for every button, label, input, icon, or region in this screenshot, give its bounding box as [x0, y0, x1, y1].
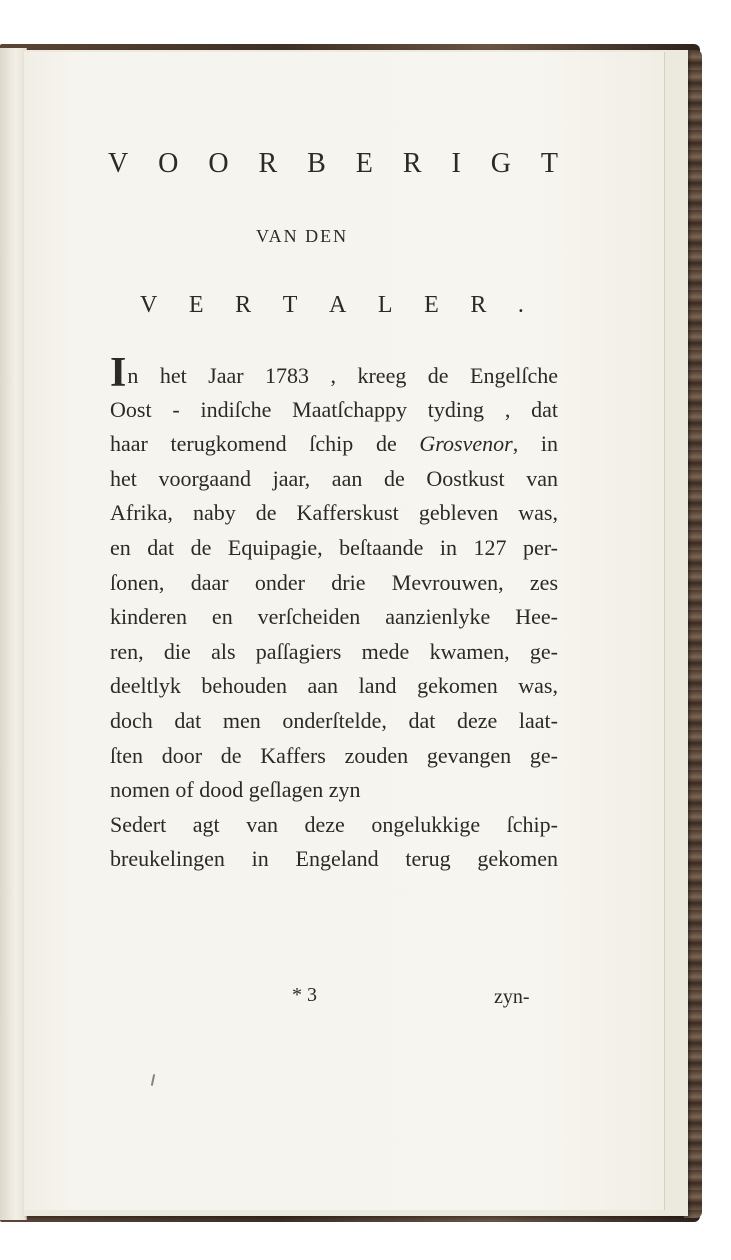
catchword: zyn- [494, 986, 530, 1008]
subtitle-letter: . [517, 292, 524, 318]
subtitle-letter: R [235, 292, 252, 318]
title-letter: R [258, 148, 278, 179]
text-line-3-part: , in [512, 431, 558, 457]
text-line-4: het voorgaand jaar, aan de Oostkust van [110, 465, 558, 491]
text-line-5: Afrika, naby de Kafferskust gebleven was, [110, 500, 558, 526]
title-letter: E [355, 148, 373, 179]
title-letter: G [490, 148, 511, 179]
text-line-9: ren, die als paſſagiers mede kwamen, ge- [110, 638, 558, 664]
text-line-1-content: n het Jaar 1783 , kreeg de Engelſche [127, 363, 558, 388]
subtitle-letter: E [424, 292, 439, 318]
subtitle-letter: T [282, 292, 298, 318]
text-line-1 [110, 350, 558, 396]
subtitle-letter: A [328, 292, 347, 318]
paper-speck [151, 1074, 155, 1086]
subtitle-letter: V [140, 292, 158, 318]
text-line-2: Oost - indiſche Maatſchappy tyding , dat [110, 396, 558, 422]
subtitle-letter: E [188, 292, 204, 318]
text-line-11: doch dat men onderſtelde, dat deze laat- [110, 707, 558, 733]
text-line-13: nomen of dood geſlagen zyn [110, 777, 361, 803]
heading-subtitle [140, 292, 524, 319]
text-line-12: ſten door de Kaffers zouden gevangen ge- [110, 742, 558, 768]
text-line-3-part: haar terugkomend ſchip de [110, 431, 420, 457]
text-line-8: kinderen en verſcheiden aanzienlyke Hee- [110, 604, 558, 630]
heading-title [108, 148, 558, 180]
title-letter: T [540, 148, 558, 179]
title-letter: R [402, 148, 422, 179]
title-letter: B [307, 148, 326, 179]
ship-name: Grosvenor [419, 431, 513, 457]
heading-connector: VAN DEN [256, 226, 349, 246]
drop-cap: I [110, 350, 127, 396]
text-line-3 [110, 427, 558, 462]
text-line-14: Sedert agt van deze ongelukkige ſchip- [110, 811, 558, 837]
title-letter: V [108, 148, 129, 179]
title-letter: O [208, 148, 229, 179]
text-line-10: deeltlyk behouden aan land gekomen was, [110, 673, 558, 699]
title-letter: I [451, 148, 461, 179]
body-text [110, 350, 558, 877]
subtitle-letter: R [470, 292, 487, 318]
signature-mark: * 3 [292, 984, 317, 1006]
text-line-7: ſonen, daar onder drie Mevrouwen, zes [110, 569, 558, 595]
title-letter: O [158, 148, 179, 179]
subtitle-letter: L [377, 292, 393, 318]
text-line-6: en dat de Equipagie, beſtaande in 127 per- [110, 534, 558, 560]
text-line-15: breukelingen in Engeland terug gekomen [110, 846, 558, 872]
